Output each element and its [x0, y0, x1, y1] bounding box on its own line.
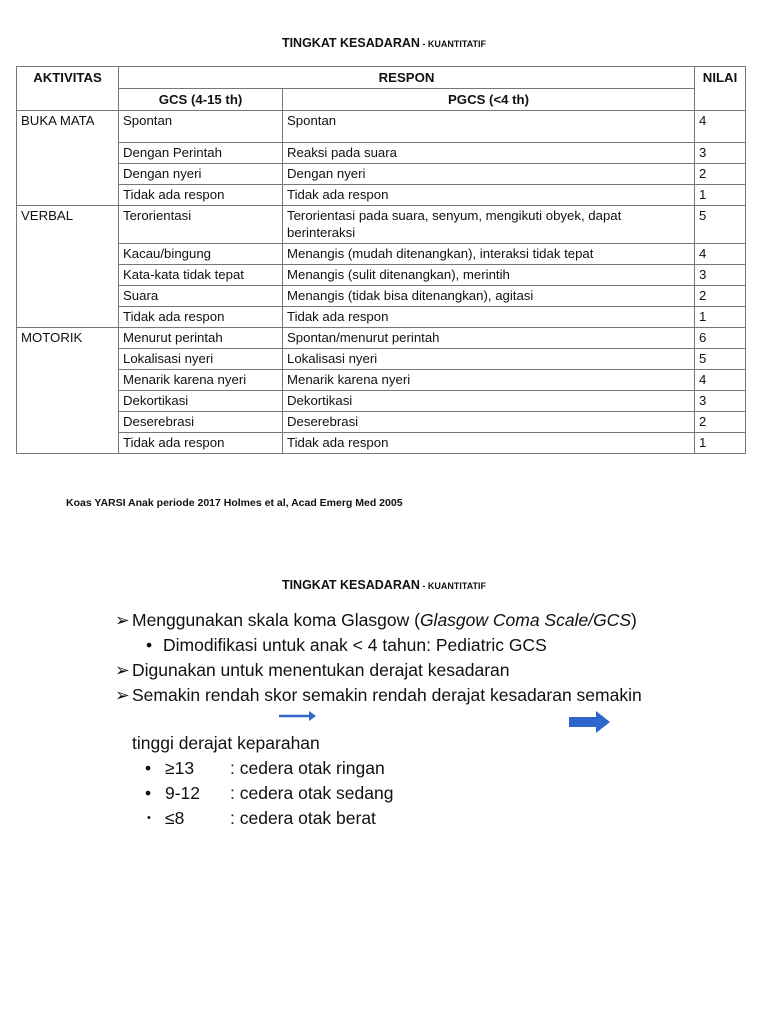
table-row: [17, 433, 746, 454]
nilai-cell: 6: [695, 328, 746, 349]
nilai-cell: 2: [695, 412, 746, 433]
dot-bullet-icon: •: [146, 635, 153, 655]
pgcs-cell: Tidak ada respon: [283, 307, 695, 328]
pgcs-cell: Menangis (tidak bisa ditenangkan), agitasi: [283, 286, 695, 307]
pgcs-cell: Tidak ada respon: [283, 433, 695, 454]
table-row: [17, 412, 746, 433]
gcs-cell: Suara: [119, 286, 283, 307]
table-row: [17, 244, 746, 265]
table-row: [17, 185, 746, 206]
pgcs-cell: Reaksi pada suara: [283, 143, 695, 164]
table-row: [17, 307, 746, 328]
activity-cell: BUKA MATA: [17, 111, 119, 206]
arrowhead-bullet-icon: ➢: [115, 660, 130, 680]
bullet-purpose: ➢ Digunakan untuk menentukan derajat kesadaran: [115, 658, 642, 683]
pgcs-cell: Menangis (mudah ditenangkan), interaksi tidak tepat: [283, 244, 695, 265]
thin-arrow-icon: [279, 709, 317, 723]
header-gcs: GCS (4-15 th): [119, 89, 283, 111]
nilai-cell: 3: [695, 391, 746, 412]
pgcs-cell: Deserebrasi: [283, 412, 695, 433]
table-row: [17, 164, 746, 185]
gcs-cell: Menurut perintah: [119, 328, 283, 349]
pgcs-cell: Menangis (sulit ditenangkan), merintih: [283, 265, 695, 286]
nilai-cell: 5: [695, 349, 746, 370]
nilai-cell: 1: [695, 185, 746, 206]
bullet-score: ➢ Semakin rendah skor semakin rendah derajat kesadaran semakin: [115, 683, 642, 708]
pgcs-cell: Spontan/menurut perintah: [283, 328, 695, 349]
dot-bullet-icon: •: [147, 812, 151, 824]
severity-moderate: • 9-12 : cedera otak sedang: [115, 781, 642, 806]
gcs-table: [16, 66, 746, 454]
nilai-cell: 3: [695, 265, 746, 286]
table-row: [17, 391, 746, 412]
bullet-list: [115, 608, 642, 831]
bullet-gcs: ➢ Menggunakan skala koma Glasgow (Glasgow Coma Scale/GCS): [115, 608, 642, 633]
pgcs-cell: Dekortikasi: [283, 391, 695, 412]
gcs-cell: Dengan nyeri: [119, 164, 283, 185]
table-row: [17, 349, 746, 370]
gcs-cell: Tidak ada respon: [119, 307, 283, 328]
table-row: [17, 206, 746, 244]
nilai-cell: 4: [695, 370, 746, 391]
pgcs-cell: Lokalisasi nyeri: [283, 349, 695, 370]
gcs-cell: Kata-kata tidak tepat: [119, 265, 283, 286]
table-row: [17, 286, 746, 307]
table-title: TINGKAT KESADARAN - KUANTITATIF: [281, 36, 487, 50]
gcs-cell: Deserebrasi: [119, 412, 283, 433]
dot-bullet-icon: •: [145, 758, 152, 778]
pgcs-cell: Dengan nyeri: [283, 164, 695, 185]
nilai-cell: 2: [695, 286, 746, 307]
table-row: [17, 370, 746, 391]
arrowhead-bullet-icon: ➢: [115, 610, 130, 630]
nilai-cell: 2: [695, 164, 746, 185]
bullet-score-continuation: tinggi derajat keparahan: [132, 733, 320, 753]
gcs-cell: Menarik karena nyeri: [119, 370, 283, 391]
nilai-cell: 1: [695, 433, 746, 454]
sub-bullet-pediatric: • Dimodifikasi untuk anak < 4 tahun: Pediatric GCS: [115, 633, 642, 658]
arrowhead-bullet-icon: ➢: [115, 685, 130, 705]
table-row: [17, 111, 746, 143]
activity-cell: MOTORIK: [17, 328, 119, 454]
table-row: [17, 143, 746, 164]
nilai-cell: 1: [695, 307, 746, 328]
gcs-cell: Terorientasi: [119, 206, 283, 244]
pgcs-cell: Spontan: [283, 111, 695, 143]
gcs-cell: Dekortikasi: [119, 391, 283, 412]
gcs-cell: Tidak ada respon: [119, 433, 283, 454]
header-aktivitas: AKTIVITAS: [17, 67, 119, 111]
table-row: [17, 328, 746, 349]
source-citation: Koas YARSI Anak periode 2017 Holmes et al, Acad Emerg Med 2005: [66, 497, 403, 509]
pgcs-cell: Terorientasi pada suara, senyum, mengikuti obyek, dapat berinteraksi: [283, 206, 695, 244]
table-row: [17, 265, 746, 286]
severity-mild: • ≥13 : cedera otak ringan: [115, 756, 642, 781]
nilai-cell: 4: [695, 111, 746, 143]
pgcs-cell: Tidak ada respon: [283, 185, 695, 206]
header-nilai: NILAI: [695, 67, 746, 111]
thick-arrow-icon: [569, 711, 611, 733]
activity-cell: VERBAL: [17, 206, 119, 328]
header-respon: RESPON: [119, 67, 695, 89]
dot-bullet-icon: •: [145, 783, 152, 803]
nilai-cell: 5: [695, 206, 746, 244]
gcs-cell: Spontan: [119, 111, 283, 143]
section-title: TINGKAT KESADARAN - KUANTITATIF: [281, 578, 487, 592]
gcs-cell: Dengan Perintah: [119, 143, 283, 164]
header-pgcs: PGCS (<4 th): [283, 89, 695, 111]
gcs-cell: Tidak ada respon: [119, 185, 283, 206]
gcs-cell: Lokalisasi nyeri: [119, 349, 283, 370]
nilai-cell: 4: [695, 244, 746, 265]
severity-severe: • ≤8 : cedera otak berat: [115, 806, 642, 831]
nilai-cell: 3: [695, 143, 746, 164]
pgcs-cell: Menarik karena nyeri: [283, 370, 695, 391]
gcs-cell: Kacau/bingung: [119, 244, 283, 265]
